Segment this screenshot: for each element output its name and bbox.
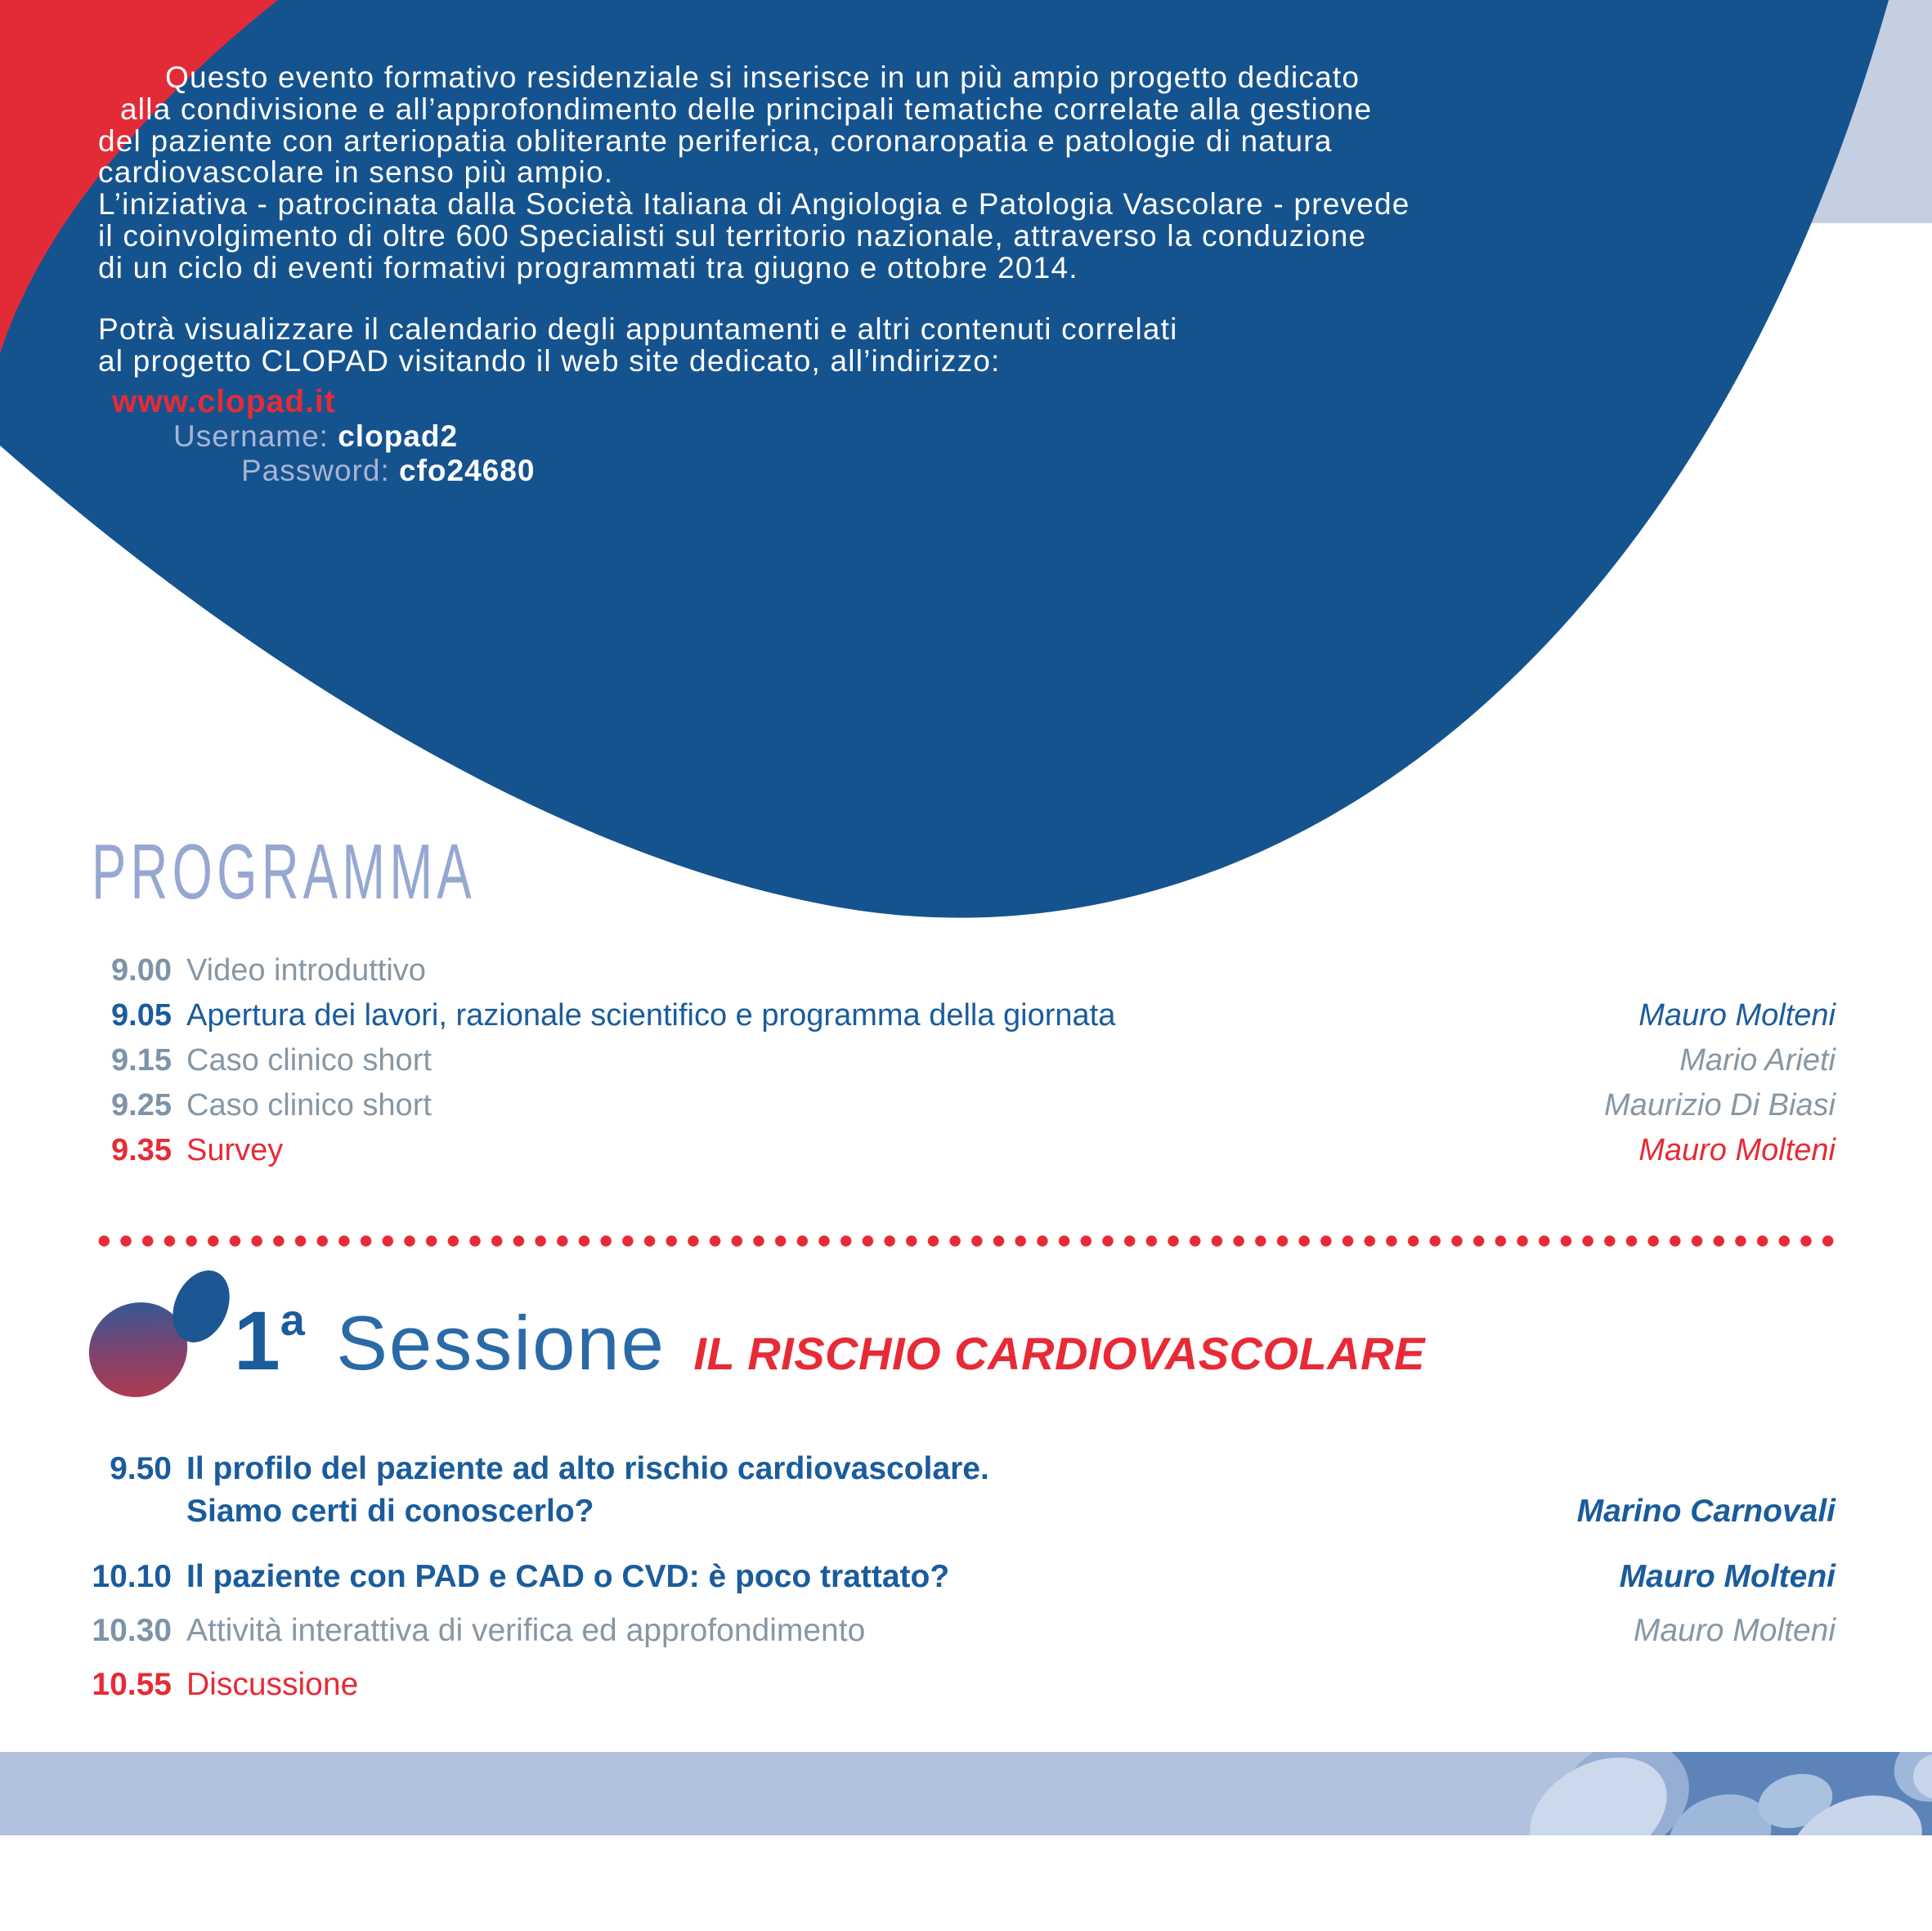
session-row [0, 1559, 1932, 1598]
intro-line: al progetto CLOPAD visitando il web site dedicato, all’indirizzo: [98, 343, 1001, 378]
username-label: Username: [173, 419, 329, 453]
intro-line: di un ciclo di eventi formativi programmati tra giugno e ottobre 2014. [98, 250, 1078, 284]
session-title-line1: Il profilo del paziente ad alto rischio cardiovascolare. [186, 1451, 989, 1486]
username-value: clopad2 [338, 419, 459, 453]
intro-line: Questo evento formativo residenziale si inserisce in un più ampio progetto dedicato [165, 60, 1360, 94]
program-row [0, 1088, 1932, 1126]
program-title: Caso clinico short [186, 1043, 432, 1078]
session-title: Attività interattiva di verifica ed approfondimento [186, 1613, 866, 1648]
program-speaker: Maurizio Di Biasi [1604, 1088, 1836, 1122]
password-value: cfo24680 [399, 454, 536, 487]
session-number: 1$^a$ [234, 1294, 305, 1387]
session-title: Il paziente con PAD e CAD o CVD: è poco trattato? [186, 1559, 950, 1594]
program-title: Survey [186, 1133, 284, 1167]
program-title: Apertura dei lavori, razionale scientifico e programma della giornata [186, 998, 1116, 1033]
password-line [241, 454, 535, 488]
program-title: Caso clinico short [186, 1088, 432, 1122]
program-speaker: Mauro Molteni [1638, 998, 1836, 1033]
session-header [234, 1293, 1425, 1389]
intro-paragraph [98, 62, 1410, 284]
session-row [0, 1451, 1932, 1490]
session-label: Sessione [336, 1300, 666, 1386]
intro-line: Potrà visualizzare il calendario degli appuntamenti e altri contenuti correlati [98, 312, 1178, 346]
session-topic-title: IL RISCHIO CARDIOVASCOLARE [693, 1328, 1425, 1379]
session-row [0, 1667, 1932, 1706]
program-time: 9.15 [111, 1043, 172, 1078]
program-row [0, 1043, 1932, 1081]
session-time: 10.10 [92, 1559, 172, 1594]
intro-line: alla condivisione e all’approfondimento delle principali tematiche correlate alla gestione [120, 92, 1373, 126]
session-row [0, 1494, 1932, 1533]
intro-line: il coinvolgimento di oltre 600 Specialisti sul territorio nazionale, attraverso la conduzione [98, 218, 1367, 253]
session-speaker: Mauro Molteni [1633, 1613, 1836, 1648]
dotted-separator [93, 1235, 1836, 1247]
session-time: 10.30 [92, 1613, 172, 1648]
session-row [0, 1613, 1932, 1652]
session-time: 10.55 [92, 1667, 172, 1702]
program-time: 9.35 [111, 1133, 172, 1167]
session-title: Discussione [186, 1667, 359, 1702]
username-line [173, 419, 458, 454]
session-title-line2: Siamo certi di conoscerlo? [186, 1494, 594, 1529]
program-row [0, 953, 1932, 991]
program-title: Video introduttivo [186, 953, 426, 988]
bottom-decor-band [0, 1752, 1932, 1835]
program-row [0, 998, 1932, 1036]
intro-line: del paziente con arteriopatia obliterante periferica, coronaropatia e patologie di natura [98, 123, 1333, 158]
session-ordinal: a [280, 1296, 305, 1345]
password-label: Password: [241, 454, 390, 487]
program-heading: PROGRAMMA [92, 828, 476, 916]
program-time: 9.00 [111, 953, 172, 988]
program-time: 9.05 [111, 998, 172, 1033]
program-row [0, 1133, 1932, 1171]
session-speaker: Mauro Molteni [1619, 1559, 1836, 1594]
program-time: 9.25 [111, 1088, 172, 1122]
website-url-link[interactable]: www.clopad.it [112, 384, 336, 419]
program-speaker: Mauro Molteni [1638, 1133, 1836, 1167]
session-time: 9.50 [110, 1451, 172, 1486]
program-speaker: Mario Arieti [1679, 1043, 1836, 1078]
website-info-paragraph [98, 314, 1178, 378]
session-speaker: Marino Carnovali [1576, 1494, 1836, 1529]
intro-line: L’iniziativa - patrocinata dalla Società Italiana di Angiologia e Patologia Vascolare - prevede [98, 187, 1410, 222]
intro-line: cardiovascolare in senso più ampio. [98, 155, 614, 190]
